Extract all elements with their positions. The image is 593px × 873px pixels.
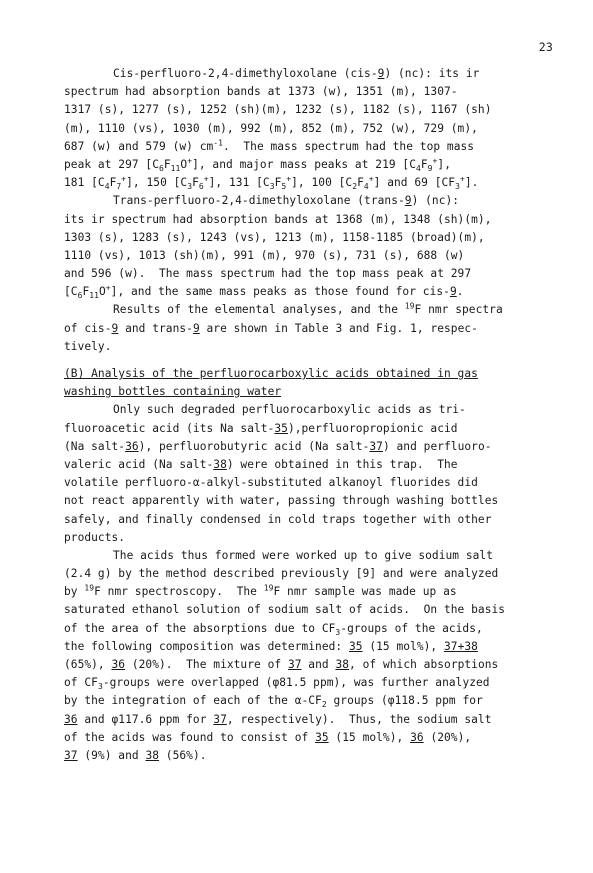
text-line (64, 174, 544, 192)
subscript: 4 (363, 182, 369, 192)
text-line (64, 283, 544, 301)
compound-ref: 38 (213, 457, 227, 471)
text-run: ]. (464, 176, 479, 190)
subscript: 3 (269, 182, 275, 192)
text-run: safely, and finally condensed in cold traps together with other (64, 512, 492, 526)
text-line (64, 601, 544, 619)
text-run: ], (437, 157, 451, 171)
text-line (64, 247, 544, 265)
text-line (64, 83, 544, 101)
superscript: + (187, 156, 193, 166)
subscript: 6 (159, 164, 164, 174)
compound-ref: 38 (335, 658, 350, 671)
subscript: 2 (321, 700, 327, 710)
compound-ref: 36 (64, 712, 78, 726)
text-line (64, 401, 544, 419)
text-run: valeric acid (Na salt- (64, 457, 214, 471)
compound-ref: 37 (287, 658, 302, 671)
text-run: The acids thus formed were worked up to give sodium salt (113, 548, 493, 562)
text-run: , respectively). Thus, the sodium salt (226, 712, 492, 726)
text-line (64, 420, 544, 438)
compound-ref: 37 (369, 439, 383, 453)
text-run: tively. (64, 339, 112, 353)
text-run: (20%), (423, 730, 472, 744)
text-line (64, 711, 544, 729)
compound-ref: (B) Analysis of the perfluorocarboxylic acids obtained in gas (64, 367, 478, 380)
text-run: groups (φ118.5 ppm for (326, 694, 483, 708)
compound-ref: 9 (404, 194, 412, 208)
text-line (64, 229, 544, 247)
subscript: 9 (427, 164, 433, 174)
text-run: F (163, 157, 171, 171)
text-run: Trans-perfluoro-2,4-dimethyloxolane (trans- (113, 194, 405, 208)
text-run: F (82, 285, 90, 299)
compound-ref: 35 (315, 730, 329, 744)
subscript: 3 (455, 182, 460, 192)
blank-line (64, 356, 544, 365)
compound-ref: 9 (377, 67, 385, 80)
text-run: -groups were overlapped (φ81.5 ppm), was further analyzed (102, 676, 490, 690)
text-run: 1110 (vs), 1013 (sh)(m), 991 (m), 970 (s), 731 (s), 688 (w) (64, 248, 465, 262)
text-run: of CF (64, 676, 98, 690)
subscript: 4 (104, 182, 110, 192)
text-run: F (420, 157, 428, 171)
text-run: are shown in Table 3 and Fig. 1, respec- (199, 321, 478, 335)
subscript: 4 (416, 164, 421, 174)
text-run: by (64, 585, 85, 599)
text-run: ], 131 [C (208, 176, 270, 190)
text-run: ], 100 [C (291, 176, 353, 190)
text-run: Results of the elemental analyses, and the (113, 303, 405, 317)
text-line (64, 192, 544, 210)
subscript: 3 (187, 182, 193, 192)
text-line (64, 638, 544, 656)
text-run: (20%). The mixture of (125, 658, 288, 671)
text-run: F (192, 176, 199, 190)
text-line (64, 265, 544, 283)
text-line (64, 101, 544, 119)
body-text (64, 65, 544, 765)
text-run: . (456, 285, 464, 299)
text-line (64, 301, 544, 319)
text-run: and φ117.6 ppm for (77, 712, 214, 726)
text-run: F (109, 176, 117, 190)
page-number: 23 (538, 40, 553, 54)
compound-ref: 37 (64, 748, 78, 762)
compound-ref: 35 (349, 639, 363, 653)
text-line (64, 456, 544, 474)
text-run: (9%) and (77, 748, 146, 762)
subscript: 6 (77, 291, 83, 301)
text-line (64, 156, 544, 174)
superscript: + (203, 174, 209, 184)
text-run: ) (nc): its ir (384, 67, 480, 80)
superscript: + (432, 156, 438, 166)
text-run: (15 mol%), (362, 639, 445, 653)
superscript: + (286, 174, 292, 184)
text-run: [C (64, 285, 78, 299)
text-run: ], and major mass peaks at 219 [C (192, 157, 416, 171)
text-run: . The mass spectrum had the top mass (223, 139, 475, 153)
text-run: by the integration of each of the α-CF (64, 694, 322, 708)
text-line (64, 547, 544, 565)
superscript: 19 (404, 301, 415, 311)
subscript: 3 (97, 682, 103, 692)
text-run: 181 [C (64, 176, 105, 190)
text-run: Cis-perfluoro-2,4-dimethyloxolane (cis- (113, 67, 378, 80)
text-run: O (180, 157, 188, 171)
superscript: -1 (213, 138, 224, 148)
compound-ref: 36 (410, 730, 424, 744)
compound-ref: 37+38 (444, 639, 478, 653)
text-run: of the area of the absorptions due to CF (64, 621, 336, 635)
text-line (64, 747, 544, 765)
text-run: ) were obtained in this trap. The (226, 457, 458, 471)
superscript: + (105, 283, 111, 293)
text-run: O (98, 285, 106, 299)
text-run: spectrum had absorption bands at 1373 (w), 1351 (m), 1307- (64, 85, 458, 99)
text-line (64, 674, 544, 692)
compound-ref: 9 (111, 321, 119, 335)
text-line (64, 383, 544, 401)
text-run: 1303 (s), 1283 (s), 1243 (vs), 1213 (m), 1158-1185 (broad)(m), (64, 230, 485, 244)
text-run: peak at 297 [C (64, 157, 159, 171)
text-run: ], and the same mass peaks as those found for cis- (110, 285, 450, 299)
text-run: products. (64, 530, 126, 544)
text-run: (15 mol%), (328, 730, 411, 744)
text-run: not react apparently with water, passing through washing bottles (64, 494, 499, 508)
text-line (64, 656, 544, 674)
text-line (64, 529, 544, 547)
superscript: + (121, 174, 127, 184)
subscript: 2 (352, 182, 358, 192)
text-line (64, 211, 544, 229)
text-line (64, 474, 544, 492)
text-line (64, 729, 544, 747)
subscript: 5 (281, 182, 287, 192)
subscript: 11 (170, 164, 181, 174)
compound-ref: 36 (111, 658, 126, 671)
text-run: and 596 (w). The mass spectrum had the top mass peak at 297 (64, 267, 472, 281)
text-run: ], 150 [C (126, 176, 188, 190)
superscript: + (368, 174, 374, 184)
text-run: and (301, 658, 336, 671)
text-run: 687 (w) and 579 (w) cm (64, 139, 214, 153)
superscript: + (459, 174, 465, 184)
text-run: the following composition was determined: (64, 639, 349, 653)
text-line (64, 492, 544, 510)
compound-ref: 37 (213, 712, 227, 726)
text-run: F (274, 176, 282, 190)
text-line (64, 620, 544, 638)
text-line (64, 583, 544, 601)
text-run: of the acids was found to consist of (64, 730, 316, 744)
text-run: (Na salt- (64, 439, 126, 453)
text-run: ), perfluorobutyric acid (Na salt- (138, 439, 370, 453)
compound-ref: 36 (125, 439, 139, 453)
text-line (64, 365, 544, 383)
text-run: ) (nc): (411, 194, 460, 208)
compound-ref: 9 (192, 321, 200, 335)
subscript: 3 (335, 627, 341, 637)
text-run: (2.4 g) by the method described previously [9] and were analyzed (64, 567, 499, 581)
compound-ref: 9 (449, 285, 457, 299)
text-run: F nmr spectroscopy. The (94, 585, 264, 599)
text-line (64, 511, 544, 529)
text-line (64, 692, 544, 710)
text-line (64, 120, 544, 138)
subscript: 7 (116, 182, 122, 192)
text-line (64, 338, 544, 356)
text-run: ),perfluoropropionic acid (287, 421, 458, 435)
text-run: saturated ethanol solution of sodium salt of acids. On the basis (64, 603, 506, 617)
text-run: F (357, 176, 364, 190)
text-run: ) and perfluoro- (382, 439, 492, 453)
text-line (64, 320, 544, 338)
text-run: fluoroacetic acid (its Na salt- (64, 421, 275, 435)
compound-ref: 35 (274, 421, 288, 435)
text-run: (65%), (64, 658, 112, 671)
text-run: F nmr sample was made up as (273, 585, 457, 599)
text-run: 1317 (s), 1277 (s), 1252 (sh)(m), 1232 (s), 1182 (s), 1167 (sh) (64, 103, 492, 117)
subscript: 6 (198, 182, 204, 192)
text-run: ] and 69 [CF (373, 176, 456, 190)
text-line (64, 65, 544, 83)
text-line (64, 138, 544, 156)
text-run: , of which absorptions (349, 658, 499, 671)
text-line (64, 565, 544, 583)
text-run: (56%). (159, 748, 207, 762)
text-run: its ir spectrum had absorption bands at 1368 (m), 1348 (sh)(m), (64, 212, 492, 226)
text-run: -groups of the acids, (340, 621, 483, 635)
compound-ref: 38 (145, 748, 160, 762)
subscript: 11 (89, 291, 99, 301)
text-run: volatile perfluoro-α-alkyl-substituted alkanoyl fluorides did (64, 476, 478, 490)
text-run: (m), 1110 (vs), 1030 (m), 992 (m), 852 (m), 752 (w), 729 (m), (64, 121, 478, 135)
text-run: of cis- (64, 321, 112, 335)
text-line (64, 438, 544, 456)
text-run: and trans- (118, 321, 193, 335)
compound-ref: washing bottles containing water (64, 385, 282, 399)
text-run: F nmr spectra (414, 303, 503, 317)
superscript: 19 (263, 583, 274, 593)
superscript: 19 (84, 583, 95, 593)
text-run: Only such degraded perfluorocarboxylic acids as tri- (113, 403, 466, 417)
